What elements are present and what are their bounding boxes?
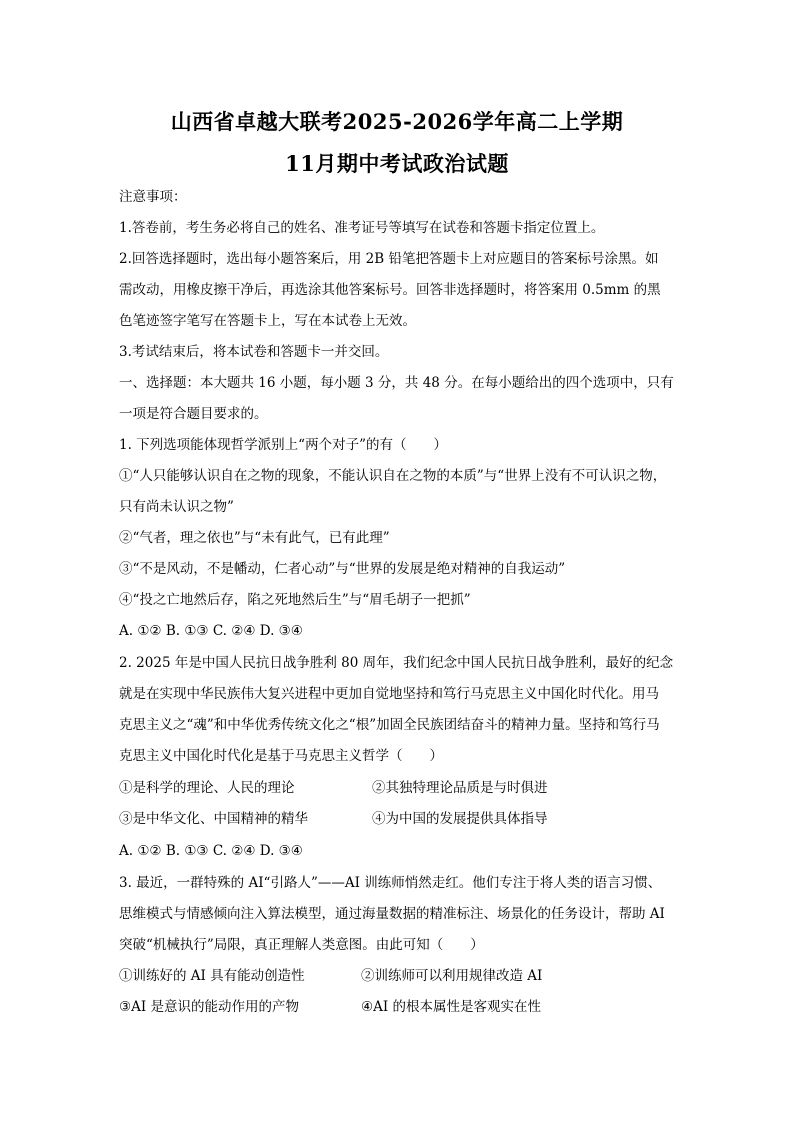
q2-option-2: ②其独特理论品质是与时俱进 xyxy=(372,780,548,796)
q3-option-3: ③AI 是意识的能动作用的产物 xyxy=(119,999,299,1015)
q3-stem-cont: 突破“机械执行”局限，真正理解人类意图。由此可知（ ） xyxy=(119,937,484,953)
q1-answer-choices: A. ①② B. ①③ C. ②④ D. ③④ xyxy=(119,623,303,639)
q2-answer-choices: A. ①② B. ①③ C. ②④ D. ③④ xyxy=(119,843,303,859)
section-heading-cont: 一项是符合题目要求的。 xyxy=(119,406,268,422)
q2-option-3: ③是中华文化、中国精神的精华 xyxy=(119,811,308,827)
section-heading: 一、选择题：本大题共 16 小题，每小题 3 分，共 48 分。在每小题给出的四个选项中，只有 xyxy=(119,375,674,391)
q3-stem: 3. 最近，一群特殊的 AI“引路人”——AI 训练师悄然走红。他们专注于将人类的语言习惯、 xyxy=(119,875,662,891)
q1-option-1-cont: 只有尚未认识之物” xyxy=(119,499,234,515)
notes-item: 色笔迹签字笔写在答题卡上，写在本试卷上无效。 xyxy=(119,313,416,329)
notes-item: 需改动，用橡皮擦干净后，再选涂其他答案标号。回答非选择题时，将答案用 0.5mm 的黑 xyxy=(119,282,661,298)
q2-stem-cont: 就是在实现中华民族伟大复兴进程中更加自觉地坚持和笃行马克思主义中国化时代化。用马 xyxy=(119,686,659,702)
q1-option-4: ④“投之亡地然后存，陷之死地然后生”与“眉毛胡子一把抓” xyxy=(119,592,471,608)
q2-stem: 2. 2025 年是中国人民抗日战争胜利 80 周年，我们纪念中国人民抗日战争胜利，最好的纪念 xyxy=(119,655,674,671)
q1-stem: 1. 下列选项能体现哲学派别上“两个对子”的有（ ） xyxy=(119,437,447,453)
exam-title-line2: 11月期中考试政治试题 xyxy=(285,151,509,176)
q3-option-1: ①训练好的 AI 具有能动创造性 xyxy=(119,968,305,984)
q3-stem-cont: 思维模式与情感倾向注入算法模型，通过海量数据的精准标注、场景化的任务设计，帮助 AI xyxy=(119,906,665,922)
q1-option-2: ②“气者，理之依也”与“未有此气，已有此理” xyxy=(119,530,390,546)
notes-heading: 注意事项： xyxy=(119,189,187,205)
q2-stem-cont: 克思主义中国化时代化是基于马克思主义哲学（ ） xyxy=(119,748,443,764)
notes-item: 1.答卷前，考生务必将自己的姓名、准考证号等填写在试卷和答题卡指定位置上。 xyxy=(119,220,605,236)
q3-option-4: ④AI 的根本属性是客观实在性 xyxy=(361,999,541,1015)
q2-stem-cont: 克思主义之“魂”和中华优秀传统文化之“根”加固全民族团结奋斗的精神力量。坚持和笃行马 xyxy=(119,717,660,733)
q3-option-2: ②训练师可以利用规律改造 AI xyxy=(361,968,543,984)
notes-item: 3.考试结束后，将本试卷和答题卡一并交回。 xyxy=(119,344,389,360)
q1-option-3: ③“不是风动，不是幡动，仁者心动”与“世界的发展是绝对精神的自我运动” xyxy=(119,561,566,577)
q2-option-1: ①是科学的理论、人民的理论 xyxy=(119,780,295,796)
q2-option-4: ④为中国的发展提供具体指导 xyxy=(372,811,548,827)
q1-option-1: ①“人只能够认识自在之物的现象，不能认识自在之物的本质”与“世界上没有不可认识之物， xyxy=(119,468,667,484)
notes-item: 2.回答选择题时，选出每小题答案后，用 2B 铅笔把答题卡上对应题目的答案标号涂黑。如 xyxy=(119,251,659,267)
exam-title-line1: 山西省卓越大联考2025-2026学年高二上学期 xyxy=(170,109,624,134)
